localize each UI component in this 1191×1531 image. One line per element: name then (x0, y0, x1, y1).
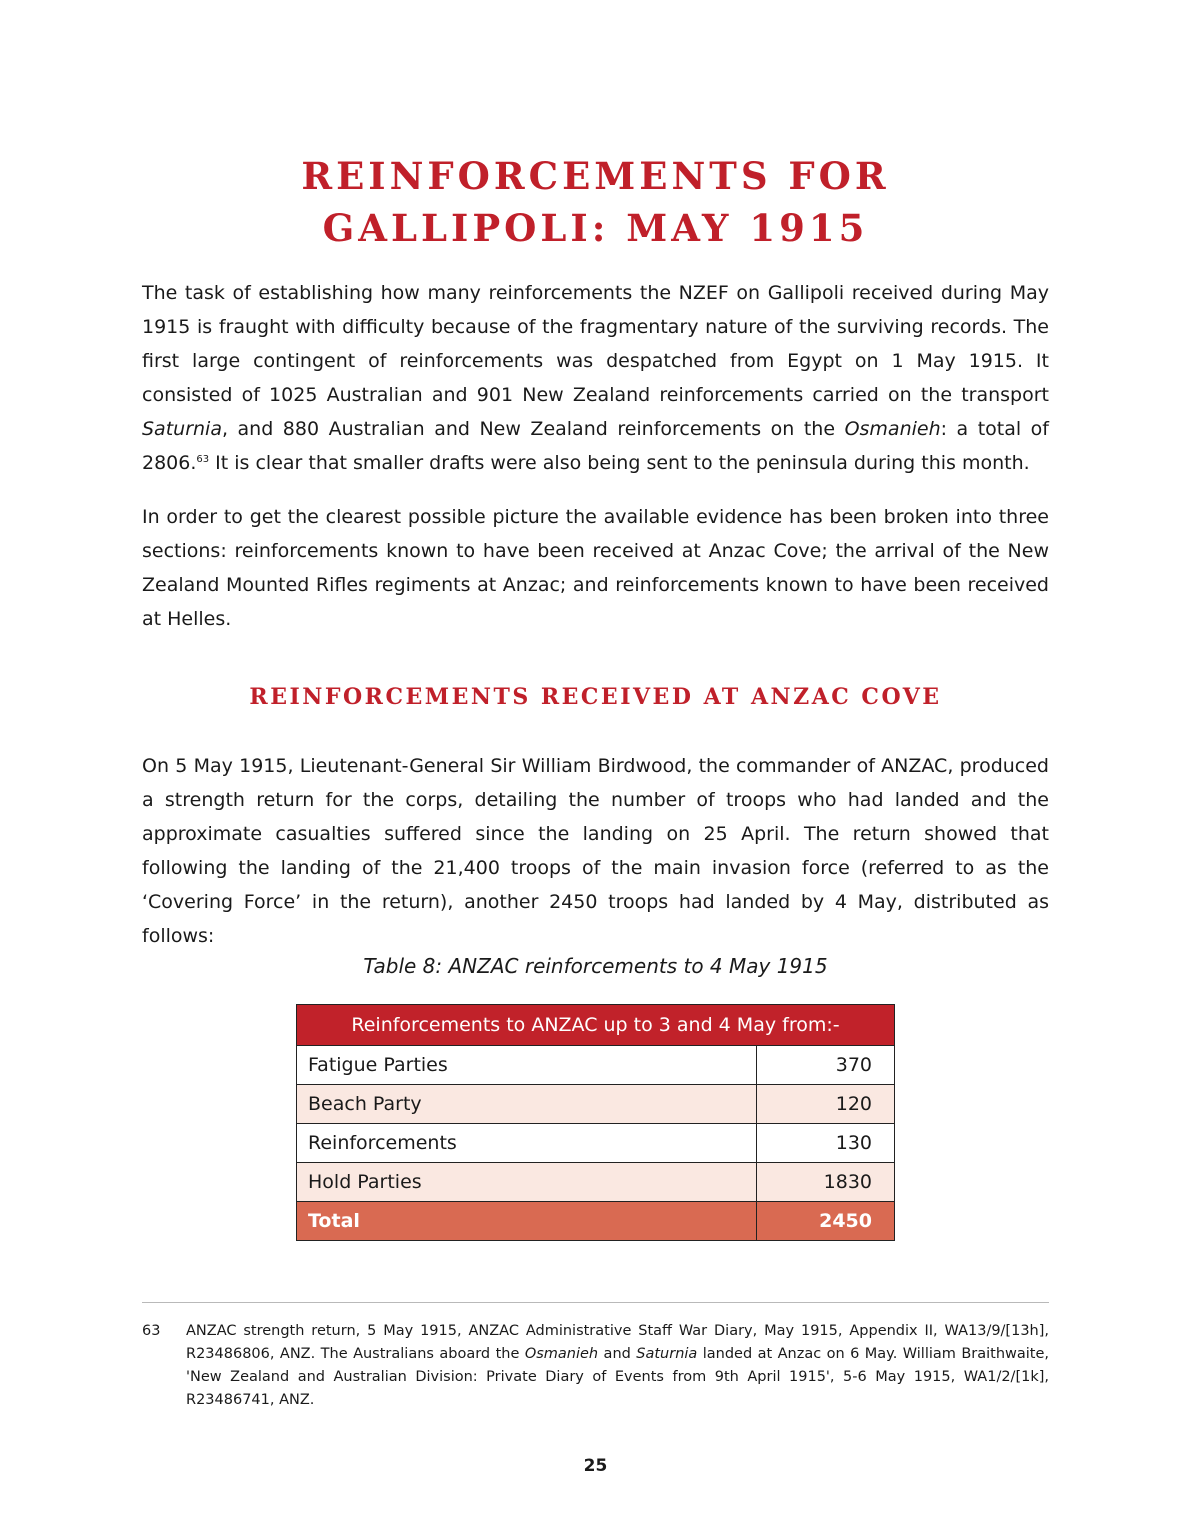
footnote (142, 1320, 1049, 1412)
row-value: 130 (757, 1124, 895, 1163)
reinforcements-table (296, 1004, 895, 1241)
row-label: Fatigue Parties (297, 1046, 757, 1085)
method-paragraph: In order to get the clearest possible picture the available evidence has been broken into three sections: reinforcements known to have been received at Anzac Cove; the arrival of the New Zealand Mounted Rifles regiments at Anzac; and reinforcements known to have been received at Helles. (142, 506, 1049, 630)
footnote-text-1: ANZAC strength return, 5 May 1915, ANZAC Administrative Staff War Diary, May 1915, Appendix II, WA13/9/[13h], R23486806, ANZ. The Australians aboard the (186, 1323, 1049, 1362)
section-heading: REINFORCEMENTS RECEIVED AT ANZAC COVE (249, 684, 942, 710)
table-header-row (297, 1005, 895, 1046)
intro-text-1: The task of establishing how many reinforcements the NZEF on Gallipoli received during May 1915 is fraught with difficulty because of the fragmentary nature of the surviving records. The first large contingent of reinforcements was despatched from Egypt on 1 May 1915. It consisted of 1025 Australian and 901 New Zealand reinforcements carried on the transport (142, 282, 1049, 406)
footnote-divider (142, 1302, 1049, 1303)
table-caption: Table 8: ANZAC reinforcements to 4 May 1915 (363, 954, 828, 978)
ship-name-osmanieh: Osmanieh (844, 418, 941, 440)
page-title-line-2: GALLIPOLI: MAY 1915 (322, 206, 869, 250)
row-value: 120 (757, 1085, 895, 1124)
intro-text-4: It is clear that smaller drafts were also being sent to the peninsula during this month. (209, 452, 1030, 474)
footnote-text-2: and (598, 1346, 637, 1362)
footnote-ship-osmanieh: Osmanieh (524, 1346, 599, 1362)
page-title-line-1: REINFORCEMENTS FOR (301, 154, 890, 198)
footnote-text-3: landed at Anzac on 6 May. William Braithwaite, 'New Zealand and Australian Division: Private Diary of Events from 9th April 1915', 5-6 May 1915, WA1/2/[1k], R23486741, ANZ. (186, 1346, 1050, 1408)
table-row (297, 1163, 895, 1202)
footnote-ship-saturnia: Saturnia (636, 1346, 698, 1362)
intro-text-2: , and 880 Australian and New Zealand reinforcements on the (221, 418, 845, 440)
footnote-reference[interactable]: 63 (196, 454, 210, 465)
table-row (297, 1046, 895, 1085)
row-value: 370 (757, 1046, 895, 1085)
table-row (297, 1124, 895, 1163)
total-value: 2450 (757, 1202, 895, 1241)
row-value: 1830 (757, 1163, 895, 1202)
page-title (142, 150, 1049, 254)
footnote-text (186, 1320, 1049, 1412)
row-label: Beach Party (297, 1085, 757, 1124)
intro-paragraph (142, 276, 1049, 480)
table-total-row (297, 1202, 895, 1241)
intro-text-3: : a total of 2806. (142, 418, 1049, 474)
row-label: Reinforcements (297, 1124, 757, 1163)
row-label: Hold Parties (297, 1163, 757, 1202)
page-number: 25 (583, 1456, 608, 1476)
total-label: Total (297, 1202, 757, 1241)
footnote-number: 63 (142, 1323, 161, 1339)
birdwood-paragraph: On 5 May 1915, Lieutenant-General Sir William Birdwood, the commander of ANZAC, produced a strength return for the corps, detailing the number of troops who had landed and the approximate casualties suffered since the landing on 25 April. The return showed that following the landing of the 21,400 troops of the main invasion force (referred to as the ‘Covering Force’ in the return), another 2450 troops had landed by 4 May, distributed as follows: (142, 755, 1049, 947)
ship-name-saturnia: Saturnia (142, 418, 222, 440)
table-row (297, 1085, 895, 1124)
table-header: Reinforcements to ANZAC up to 3 and 4 May from:- (297, 1005, 895, 1046)
